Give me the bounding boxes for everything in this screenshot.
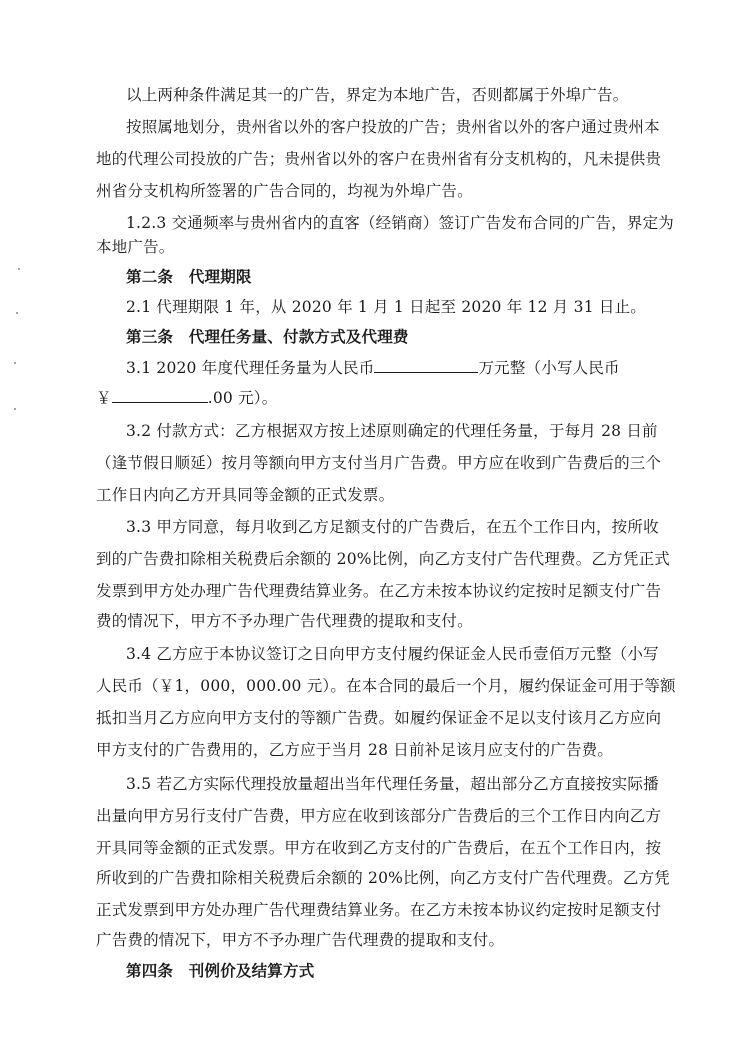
clause-text: 3.1 2020 年度代理任务量为人民币 xyxy=(126,359,375,377)
paragraph-line: 3.5 若乙方实际代理投放量超出当年代理任务量，超出部分乙方直接按实际播 xyxy=(126,775,659,793)
paragraph-line: 到的广告费扣除相关税费后余额的 20%比例，向乙方支付广告代理费。乙方凭正式 xyxy=(96,550,670,568)
section-heading: 第四条 刊例价及结算方式 xyxy=(126,961,315,980)
amount-blank xyxy=(112,386,208,403)
paragraph-line: 本地广告。 xyxy=(96,238,175,256)
scan-mark xyxy=(14,362,16,364)
paragraph-line: 3.4 乙方应于本协议签订之日向甲方支付履约保证金人民币壹佰万元整（小写 xyxy=(126,645,659,663)
paragraph-line xyxy=(96,386,277,409)
paragraph-line: 州省分支机构所签署的广告合同的，均视为外埠广告。 xyxy=(96,182,473,200)
paragraph-line: 人民币（￥1，000，000.00 元）。在本合同的最后一个月，履约保证金可用于等额 xyxy=(96,677,676,695)
clause-text: 万元整（小写人民币 xyxy=(478,359,620,377)
scan-mark xyxy=(18,268,20,270)
paragraph-line: 费的情况下，甲方不予办理广告代理费的提取和支付。 xyxy=(96,612,473,630)
paragraph-line: 甲方支付的广告费用的，乙方应于当月 28 日前补足该月应支付的广告费。 xyxy=(96,741,614,759)
section-heading: 第三条 代理任务量、付款方式及代理费 xyxy=(126,327,409,346)
paragraph-line: 出量向甲方另行支付广告费，甲方应在收到该部分广告费后的三个工作日内向乙方 xyxy=(96,807,662,825)
scan-mark xyxy=(14,408,16,410)
paragraph-line xyxy=(126,356,620,379)
paragraph-line: 以上两种条件满足其一的广告，界定为本地广告，否则都属于外埠广告。 xyxy=(126,86,629,104)
paragraph-line: 地的代理公司投放的广告；贵州省以外的客户在贵州省有分支机构的，凡未提供贵 xyxy=(96,150,662,168)
paragraph-line: 广告费的情况下，甲方不予办理广告代理费的提取和支付。 xyxy=(96,931,505,949)
scan-mark xyxy=(16,312,18,314)
paragraph-line: 正式发票到甲方处办理广告代理费结算业务。在乙方未按本协议约定按时足额支付 xyxy=(96,901,662,919)
paragraph-line: 按照属地划分，贵州省以外的客户投放的广告；贵州省以外的客户通过贵州本 xyxy=(126,118,660,136)
paragraph-line: 工作日内向乙方开具同等金额的正式发票。 xyxy=(96,486,395,504)
section-heading: 第二条 代理期限 xyxy=(126,267,252,286)
paragraph-line: 1.2.3 交通频率与贵州省内的直客（经销商）签订广告发布合同的广告，界定为 xyxy=(126,214,674,232)
clause-text: .00 元）。 xyxy=(207,389,278,407)
paragraph-line: 2.1 代理期限 1 年，从 2020 年 1 月 1 日起至 2020 年 12 月 31 日止。 xyxy=(126,298,646,316)
paragraph-line: 发票到甲方处办理广告代理费结算业务。在乙方未按本协议约定按时足额支付广告 xyxy=(96,582,662,600)
paragraph-line: 抵扣当月乙方应向甲方支付的等额广告费。如履约保证金不足以支付该月乙方应向 xyxy=(96,709,662,727)
paragraph-line: 开具同等金额的正式发票。甲方在收到乙方支付的广告费后，在五个工作日内，按 xyxy=(96,839,662,857)
paragraph-line: 3.3 甲方同意，每月收到乙方足额支付的广告费后，在五个工作日内，按所收 xyxy=(126,518,659,536)
amount-blank xyxy=(374,356,478,373)
paragraph-line: （逢节假日顺延）按月等额向甲方支付当月广告费。甲方应在收到广告费后的三个 xyxy=(96,454,662,472)
paragraph-line: 所收到的广告费扣除相关税费后余额的 20%比例，向乙方支付广告代理费。乙方凭 xyxy=(96,869,670,887)
paragraph-line: 3.2 付款方式：乙方根据双方按上述原则确定的代理任务量，于每月 28 日前 xyxy=(126,422,658,440)
yen-symbol: ￥ xyxy=(96,389,112,407)
